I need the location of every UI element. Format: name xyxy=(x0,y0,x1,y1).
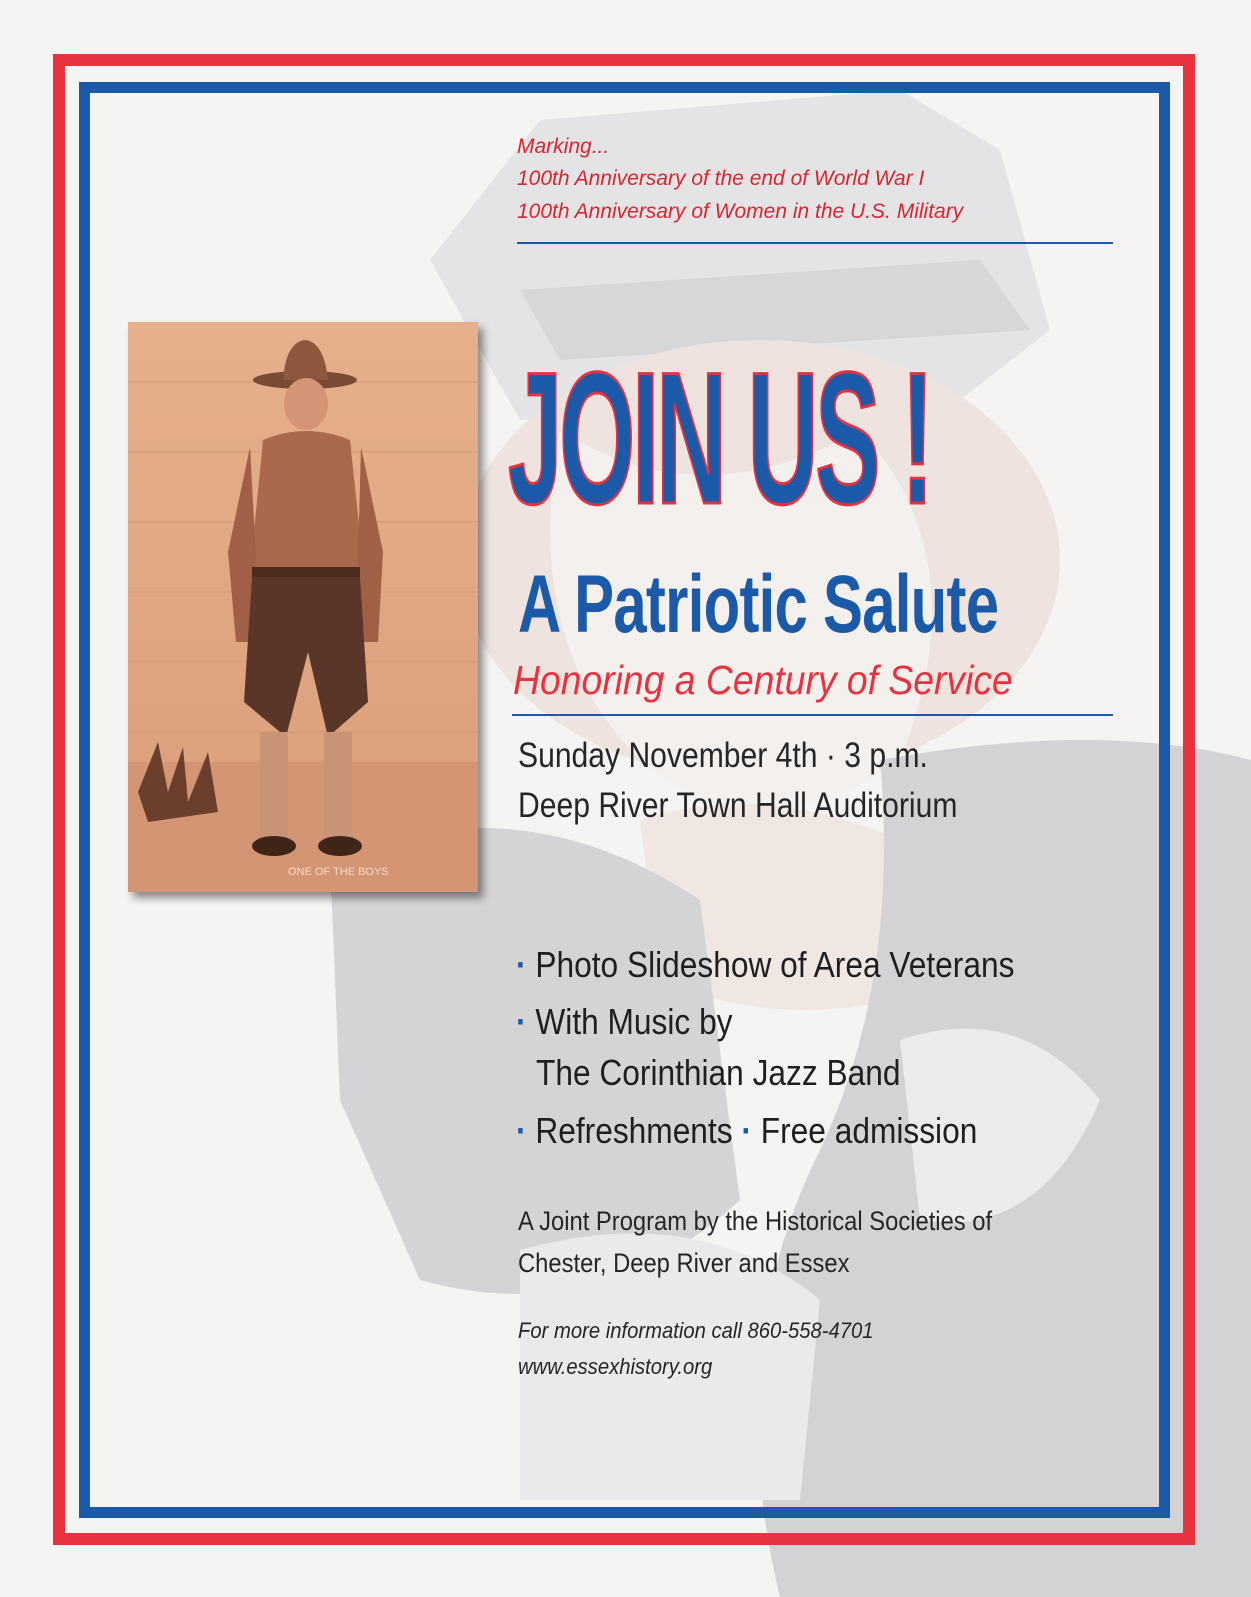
event-subtitle: Honoring a Century of Service xyxy=(513,657,1013,703)
divider-middle xyxy=(512,714,1113,716)
marking-line-wwi: 100th Anniversary of the end of World War I xyxy=(517,167,925,190)
headline-join-us: JOIN US ! xyxy=(508,333,931,543)
joint-program-line1: A Joint Program by the Historical Societies of xyxy=(518,1206,993,1236)
feature-music-label: With Music by xyxy=(535,1001,733,1042)
feature-slideshow-label: Photo Slideshow of Area Veterans xyxy=(535,944,1015,985)
bullet-icon: · xyxy=(516,1110,527,1151)
feature-music-band: The Corinthian Jazz Band xyxy=(536,1052,901,1093)
bullet-icon: · xyxy=(516,944,527,985)
joint-program-line2: Chester, Deep River and Essex xyxy=(518,1248,850,1278)
feature-refreshments xyxy=(516,1110,977,1152)
marking-line-women: 100th Anniversary of Women in the U.S. Military xyxy=(517,200,964,223)
info-website[interactable]: www.essexhistory.org xyxy=(518,1354,713,1379)
feature-admission-label: Free admission xyxy=(760,1110,978,1151)
soldier-photo xyxy=(128,322,478,892)
marking-intro: Marking... xyxy=(517,135,610,158)
bullet-icon: · xyxy=(516,1001,527,1042)
event-date-time: Sunday November 4th · 3 p.m. xyxy=(518,736,928,775)
feature-refreshments-label: Refreshments xyxy=(535,1110,733,1151)
event-title: A Patriotic Salute xyxy=(518,559,999,650)
event-location: Deep River Town Hall Auditorium xyxy=(518,786,958,825)
feature-slideshow xyxy=(516,944,1014,986)
feature-music xyxy=(516,1001,733,1043)
info-phone: For more information call 860-558-4701 xyxy=(518,1318,874,1343)
divider-top xyxy=(517,242,1113,244)
photo-caption: ONE OF THE BOYS xyxy=(288,866,389,878)
bullet-icon: · xyxy=(741,1110,752,1151)
